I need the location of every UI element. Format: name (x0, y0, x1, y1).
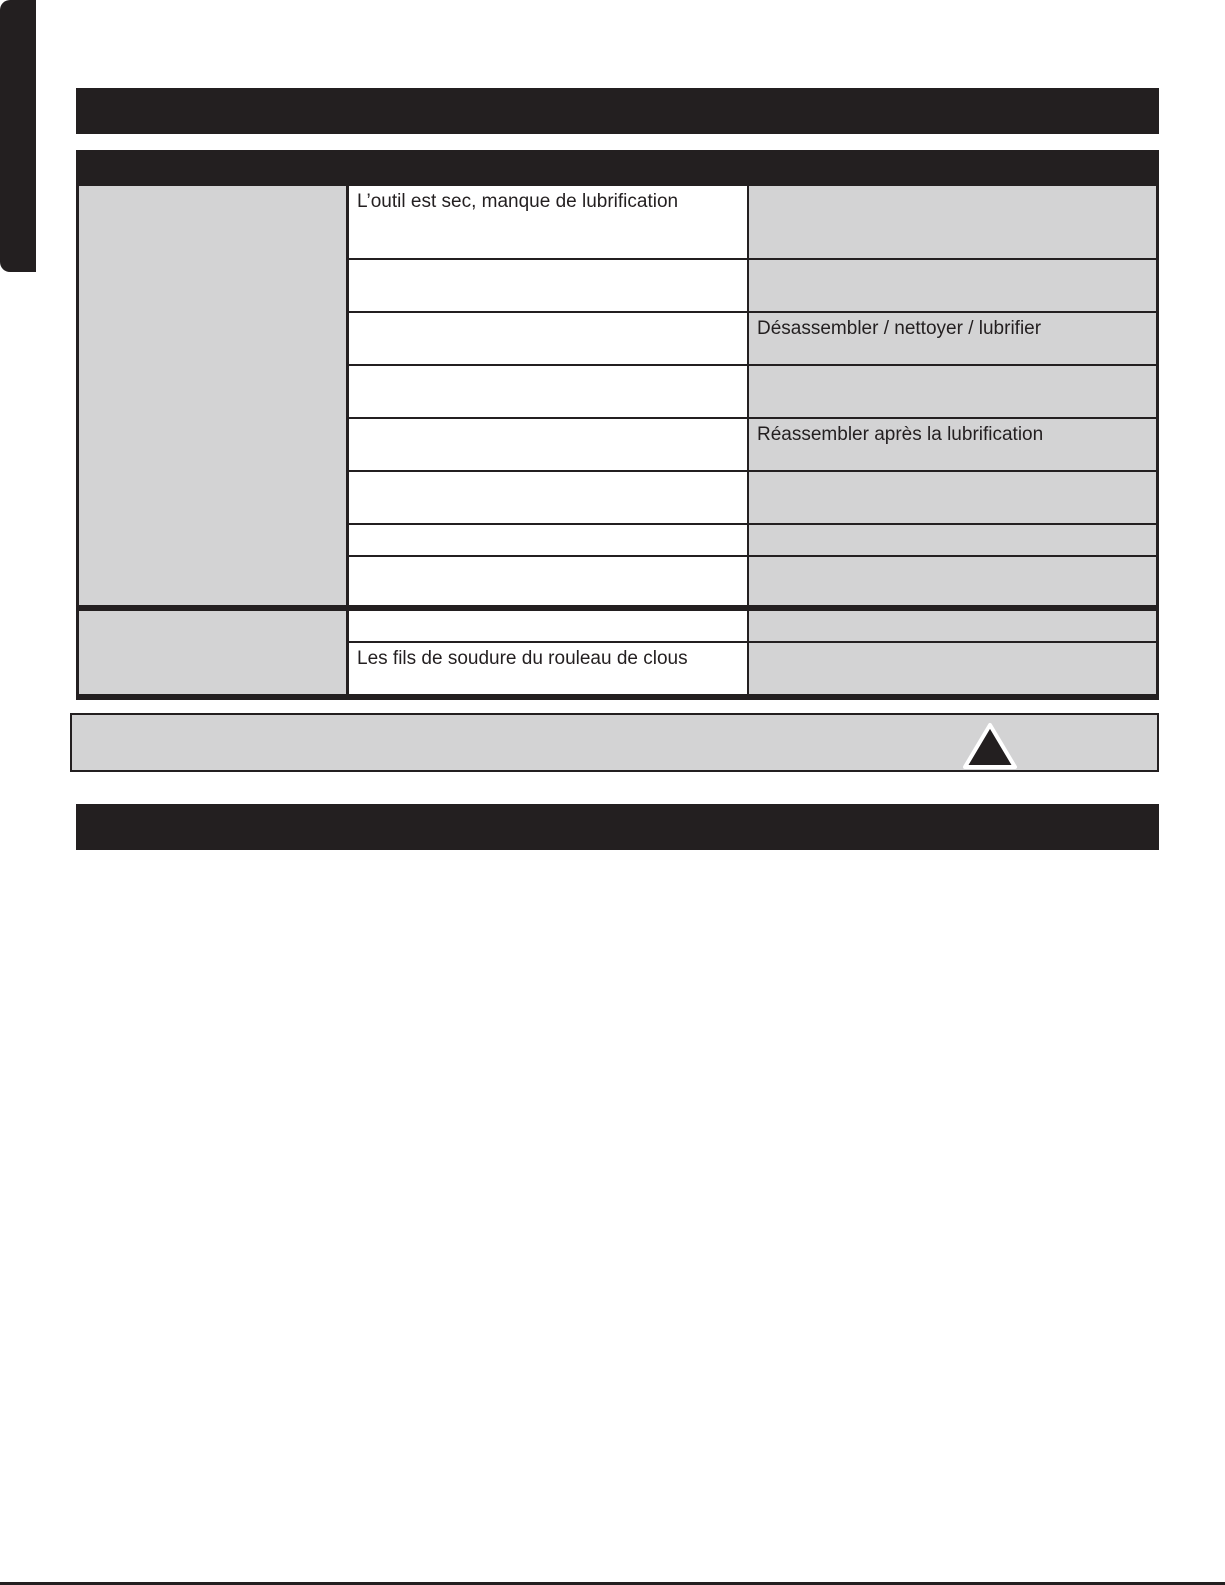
cause-cell (349, 419, 747, 470)
solution-text: Désassembler / nettoyer / lubrifier (757, 318, 1042, 339)
solution-cell (749, 472, 1156, 523)
cause-cell (349, 260, 747, 311)
language-side-tab (0, 0, 36, 272)
solution-cell (749, 643, 1156, 694)
cause-text: Les fils de soudure du rouleau de clous (357, 648, 688, 669)
cause-cell (349, 611, 747, 641)
solution-cell (749, 419, 1156, 470)
cause-text: L’outil est sec, manque de lubrification (357, 191, 679, 212)
cause-cell (349, 525, 747, 555)
solution-cell (749, 313, 1156, 364)
solution-cell (749, 260, 1156, 311)
solution-cell (749, 186, 1156, 258)
solution-cell (749, 525, 1156, 555)
solution-cell (749, 611, 1156, 641)
warning-triangle-icon (962, 722, 1018, 770)
solution-cell (749, 366, 1156, 417)
troubleshooting-table (76, 150, 1159, 700)
cause-cell (349, 366, 747, 417)
problem-cell-1 (79, 186, 346, 605)
section-header-bar (76, 804, 1159, 850)
cause-cell (349, 557, 747, 605)
section-header-bar (76, 88, 1159, 134)
cause-cell (349, 643, 747, 694)
cause-cell (349, 313, 747, 364)
solution-text: Réassembler après la lubrification (757, 424, 1044, 445)
problem-cell-2 (79, 611, 346, 694)
cause-cell (349, 472, 747, 523)
cause-cell (349, 186, 747, 258)
solution-cell (749, 557, 1156, 605)
